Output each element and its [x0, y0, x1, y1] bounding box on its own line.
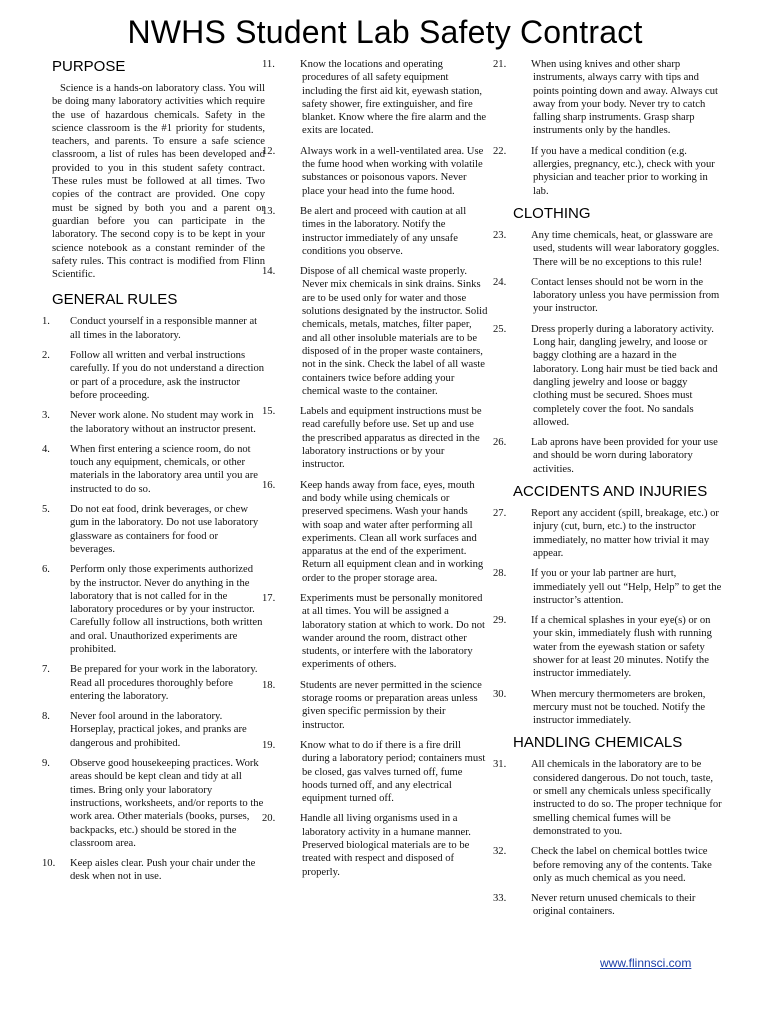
rule-item: 1. Conduct yourself in a responsible manner at all times in the laboratory. — [42, 316, 258, 341]
column-middle — [262, 58, 488, 886]
rule-item: 12. Always work in a well-ventilated area. Use the fume hood when working with volatile substances or poisonous vapors. Never place your head into the fume hood. — [262, 145, 484, 197]
accidents-list — [493, 507, 723, 727]
general-rules-list-part1 — [42, 315, 265, 883]
rule-item: 18. Students are never permitted in the science storage rooms or preparation areas unless given specific permission by their instructor. — [262, 679, 482, 731]
purpose-text: Science is a hands-on laboratory class. You will be doing many laboratory activities which require the use of hazardous chemicals. Safety in the science classroom is the #1 priority for students, teachers, and parents. To ensure a safe science classroom, a list of rules has been developed and provided to you in this student safety contract. These rules must be followed at all times. Two copies of the contract are provided. One copy must be signed by both you and a parent or guardian before you can participate in the laboratory. The second copy is to be kept in your science notebook as a constant reminder of the safety rules. This contract is modified from Flinn Scientific. — [52, 83, 265, 281]
rule-item: 26. Lab aprons have been provided for your use and should be worn during laboratory activities. — [493, 437, 718, 475]
general-rules-list-part2 — [262, 58, 488, 879]
document-title: NWHS Student Lab Safety Contract — [127, 14, 643, 50]
rule-item: 20. Handle all living organisms used in a laboratory activity in a humane manner. Preserved biological materials are to be treated with respect and disposed of properly. — [262, 813, 471, 878]
rule-item: 11. Know the locations and operating procedures of all safety equipment including the first aid kit, eyewash station, safety shower, fire extinguisher, and fire blanket. Know where the fire alarm and the exits are located. — [262, 59, 487, 137]
rule-item: 8. Never fool around in the laboratory. Horseplay, practical jokes, and pranks are dangerous and prohibited. — [42, 711, 247, 749]
rule-item: 16. Keep hands away from face, eyes, mouth and body while using chemicals or preserved specimens. Wash your hands with soap and water after performing all experiments. Clean all work surfaces and apparatus at the end of the experiment. Return all equipment clean and in working order to the proper storage area. — [262, 479, 484, 584]
handling-list — [493, 758, 723, 918]
rule-item: 22. If you have a medical condition (e.g. allergies, pregnancy, etc.), check with your physician and teacher prior to working in lab. — [493, 145, 715, 197]
rule-item: 21. When using knives and other sharp instruments, always carry with tips and points pointing down and away. Always cut away from your body. Never try to catch falling sharp instruments. Grasp sharp instruments only by the handles. — [493, 59, 718, 137]
rule-item: 29. If a chemical splashes in your eye(s) or on your skin, immediately flush with running water from the eyewash station or safety shower for at least 20 minutes. Notify the instructor immediately. — [493, 615, 712, 680]
rule-item: 6. Perform only those experiments authorized by the instructor. Never do anything in the laboratory that is not called for in the laboratory procedures or by your instructor. Carefully follow all instructions, both written and oral. Unauthorized experiments are prohibited. — [42, 564, 263, 655]
rule-item: 31. All chemicals in the laboratory are to be considered dangerous. Do not touch, taste, or smell any chemicals unless specifically instructed to do so. The proper technique for smelling chemical fumes will be demonstrated to you. — [493, 759, 722, 837]
rule-item: 13. Be alert and proceed with caution at all times in the laboratory. Notify the instructor immediately of any unsafe conditions you observe. — [262, 205, 467, 257]
rule-item: 27. Report any accident (spill, breakage, etc.) or injury (cut, burn, etc.) to the instructor immediately, no matter how trivial it may appear. — [493, 508, 719, 559]
rule-item: 5. Do not eat food, drink beverages, or chew gum in the laboratory. Do not use laboratory glassware as containers for food or beverages. — [42, 504, 259, 555]
rule-item: 19. Know what to do if there is a fire drill during a laboratory period; containers must be closed, gas valves turned off, fume hoods turned off, and any electrical equipment turned off. — [262, 739, 486, 805]
rule-item: 4. When first entering a science room, do not touch any equipment, chemicals, or other materials in the laboratory area until you are instructed to do so. — [42, 443, 258, 495]
column-left — [42, 58, 265, 891]
rule-item: 9. Observe good housekeeping practices. Work areas should be kept clean and tidy at all times. Bring only your laboratory instructions, worksheets, and/or reports to the work area. Other materials (books, purses, backpacks, etc.) should be stored in the classroom area. — [42, 758, 264, 849]
clothing-heading: CLOTHING — [513, 204, 591, 222]
footer-link[interactable]: www.flinnsci.com — [600, 956, 692, 970]
purpose-heading: PURPOSE — [52, 58, 126, 75]
accidents-heading: ACCIDENTS AND INJURIES — [513, 483, 708, 501]
column-right — [493, 58, 723, 926]
rule-item: 30. When mercury thermometers are broken, mercury must not be touched. Notify the instructor immediately. — [493, 688, 706, 727]
rule-item: 32. Check the label on chemical bottles twice before removing any of the contents. Take only as much chemical as you need. — [493, 846, 712, 884]
rule-item: 28. If you or your lab partner are hurt, immediately yell out “Help, Help” to get the instructor’s attention. — [493, 568, 722, 606]
rule-item: 23. Any time chemicals, heat, or glassware are used, students will wear laboratory goggles. There will be no exceptions to this rule! — [493, 229, 720, 268]
rule-item: 17. Experiments must be personally monitored at all times. You will be assigned a laboratory station at which to work. Do not wander around the room, distract other students, or interfere with the laboratory experiments of others. — [262, 592, 486, 671]
general-rules-list-part3 — [493, 58, 723, 198]
rule-item: 7. Be prepared for your work in the laboratory. Read all procedures thoroughly before entering the laboratory. — [42, 664, 258, 702]
rule-item: 25. Dress properly during a laboratory activity. Long hair, dangling jewelry, and loose or baggy clothing are a hazard in the laboratory. Long hair must be tied back and dangling jewelry and loose or baggy clothing must be secured. Shoes must completely cover the foot. No sandals allowed. — [493, 323, 718, 428]
handling-heading: HANDLING CHEMICALS — [513, 734, 683, 752]
rule-item: 15. Labels and equipment instructions must be read carefully before use. Set up and use the prescribed apparatus as directed in the laboratory instructions or by your instructor. — [262, 406, 482, 471]
rule-item: 14. Dispose of all chemical waste properly. Never mix chemicals in sink drains. Sinks are to be used only for water and those solutions designated by the instructor. Solid chemicals, metals, matches, filter paper, and all other insoluble materials are to be disposed of in the proper waste containers, not in the sink. Check the label of all waste containers twice before adding your chemical waste to the container. — [262, 266, 488, 397]
rule-item: 10. Keep aisles clear. Push your chair under the desk when not in use. — [42, 858, 256, 883]
rule-item: 33. Never return unused chemicals to their original containers. — [493, 893, 696, 918]
rule-item: 2. Follow all written and verbal instructions carefully. If you do not understand a direction or part of a procedure, ask the instructor before proceeding. — [42, 350, 265, 401]
clothing-list — [493, 229, 723, 476]
general-rules-heading: GENERAL RULES — [52, 291, 178, 309]
rule-item: 3. Never work alone. No student may work in the laboratory without an instructor present. — [42, 410, 256, 435]
rule-item: 24. Contact lenses should not be worn in the laboratory unless you have permission from your instructor. — [493, 276, 720, 315]
